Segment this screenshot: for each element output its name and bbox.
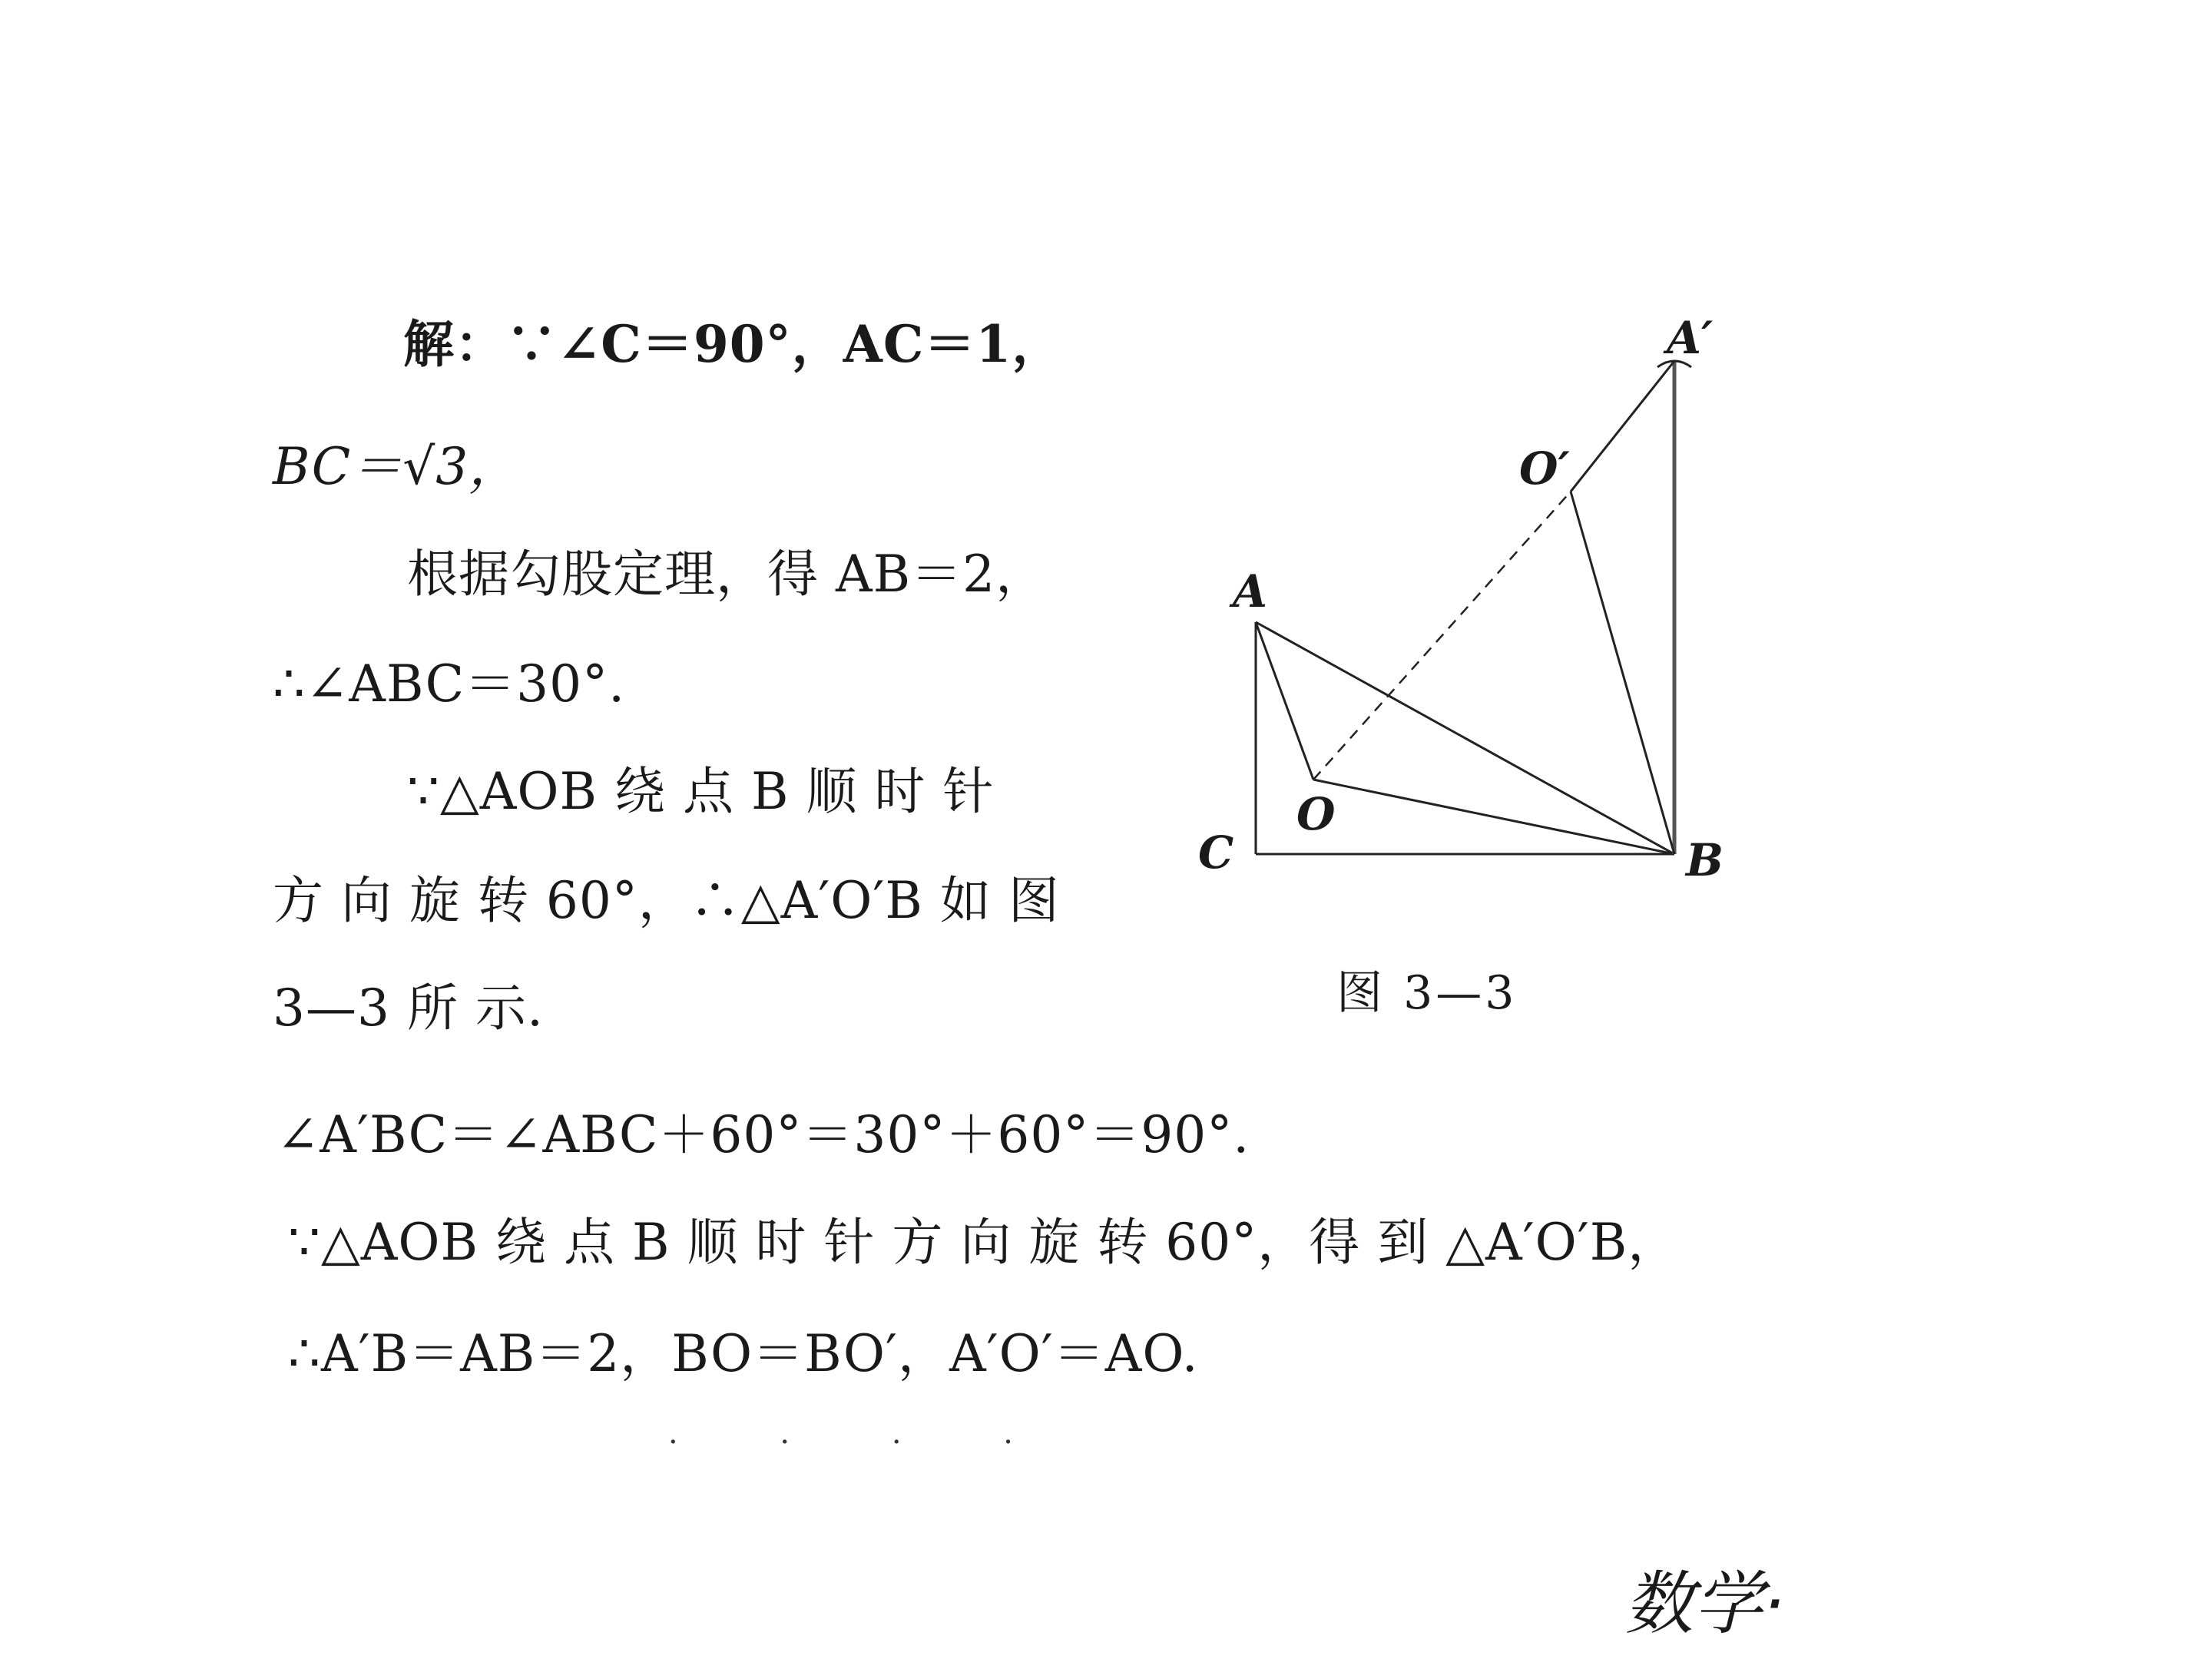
label-A: A (1233, 565, 1268, 618)
solution-line-4: ∴∠ABC＝30°. (273, 654, 626, 714)
segment-OB (1313, 780, 1674, 854)
label-C: C (1198, 826, 1234, 879)
footer-subject: 数学· (1624, 1564, 1785, 1644)
figure-caption: 图 3—3 (1336, 966, 1518, 1020)
solution-line-9: ∵△AOB 绕 点 B 顺 时 针 方 向 旋 转 60°，得 到 △A′O′B， (288, 1213, 1680, 1272)
label-O-prime: O′ (1519, 442, 1570, 495)
segment-AO (1256, 622, 1313, 780)
solution-line-10: ∴A′B＝AB＝2，BO＝BO′，A′O′＝AO. (288, 1324, 1199, 1383)
solution-line-1: 解：∵∠C＝90°，AC＝1， (403, 314, 1064, 374)
solution-line-3: 根据勾股定理，得 AB＝2， (407, 545, 1048, 604)
solution-line-7: 3—3 所 示. (273, 979, 544, 1038)
solution-line-8: ∠A′BC＝∠ABC＋60°＝30°＋60°＝90°. (276, 1105, 1250, 1164)
solution-line-2: BC＝√3， (273, 437, 521, 496)
label-O: O (1296, 788, 1336, 840)
cut-off-text-remnant: · · · · (668, 1425, 1060, 1460)
segment-A-prime-O-prime (1571, 361, 1674, 492)
solution-line-5: ∵△AOB 绕 点 B 顺 时 针 (407, 762, 995, 821)
label-A-prime: A′ (1667, 312, 1714, 364)
segment-O-O-prime-dashed (1313, 492, 1571, 780)
segment-O-prime-B (1571, 492, 1674, 854)
solution-line-6: 方 向 旋 转 60°，∴△A′O′B 如 图 (273, 871, 1060, 930)
label-B: B (1686, 834, 1724, 886)
